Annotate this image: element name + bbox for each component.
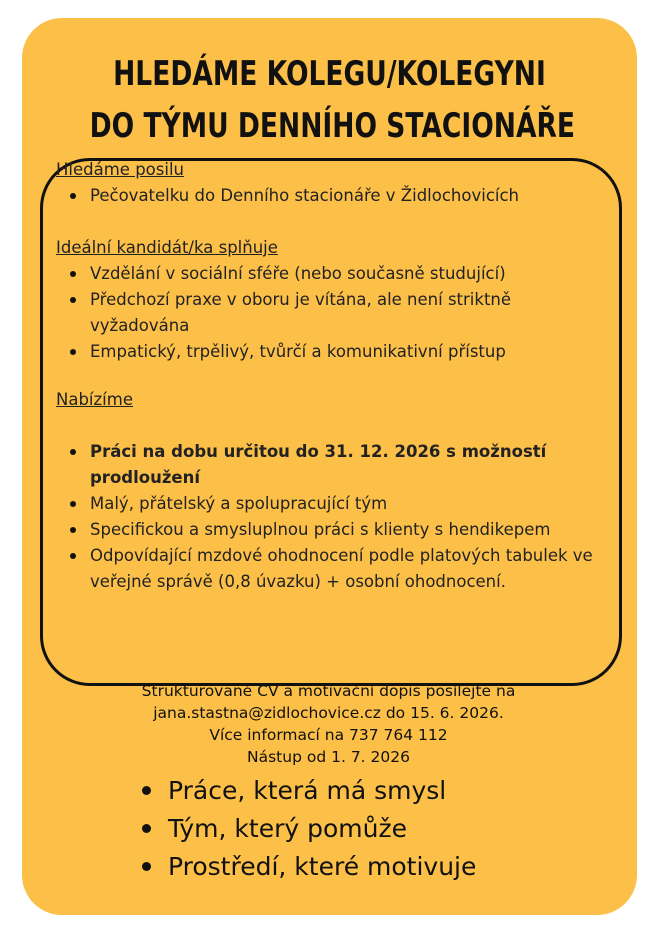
list-item: Specifickou a smysluplnou práci s klienty s hendikepem: [90, 517, 596, 543]
poster-title: [89, 48, 576, 152]
list-item: Práci na dobu určitou do 31. 12. 2026 s možností prodloužení: [90, 439, 596, 491]
footer-line-start: Nástup od 1. 7. 2026: [247, 748, 410, 766]
footer-line-phone: Více informací na 737 764 112: [209, 726, 448, 744]
list-item: Vzdělání v sociální sféře (nebo současně studující): [90, 261, 596, 287]
section-heading-offer: Nabízíme: [56, 390, 133, 409]
footer-line-cv: Strukturované CV a motivační dopis posílejte na: [141, 682, 516, 700]
list-item: Empatický, trpělivý, tvůrčí a komunikativní přístup: [90, 339, 596, 365]
section-heading-requirements: Ideální kandidát/ka splňuje: [56, 238, 278, 257]
motto-item: Prostředí, které motivuje: [140, 848, 476, 886]
section-heading-looking-for: Hledáme posilu: [56, 160, 184, 179]
list-item: Malý, přátelský a spolupracující tým: [90, 491, 596, 517]
requirements-list: [56, 261, 596, 365]
motto-item: Tým, který pomůže: [140, 810, 476, 848]
motto-list: [140, 772, 476, 886]
offer-list: [56, 439, 596, 595]
list-item: Pečovatelku do Denního stacionáře v Židlochovicích: [90, 183, 596, 209]
list-item: Předchozí praxe v oboru je vítána, ale není striktně vyžadována: [90, 287, 596, 339]
application-info: [0, 680, 657, 768]
title-line-1: HLEDÁME KOLEGU/KOLEGYNI: [113, 54, 546, 94]
looking-for-list: [56, 183, 596, 209]
list-item: Odpovídající mzdové ohodnocení podle platových tabulek ve veřejné správě (0,8 úvazku) + osobní ohodnocení.: [90, 543, 596, 595]
title-line-2: DO TÝMU DENNÍHO STACIONÁŘE: [89, 106, 576, 146]
footer-line-email: jana.stastna@zidlochovice.cz do 15. 6. 2026.: [153, 704, 504, 722]
motto-item: Práce, která má smysl: [140, 772, 476, 810]
details-content: [56, 157, 596, 595]
